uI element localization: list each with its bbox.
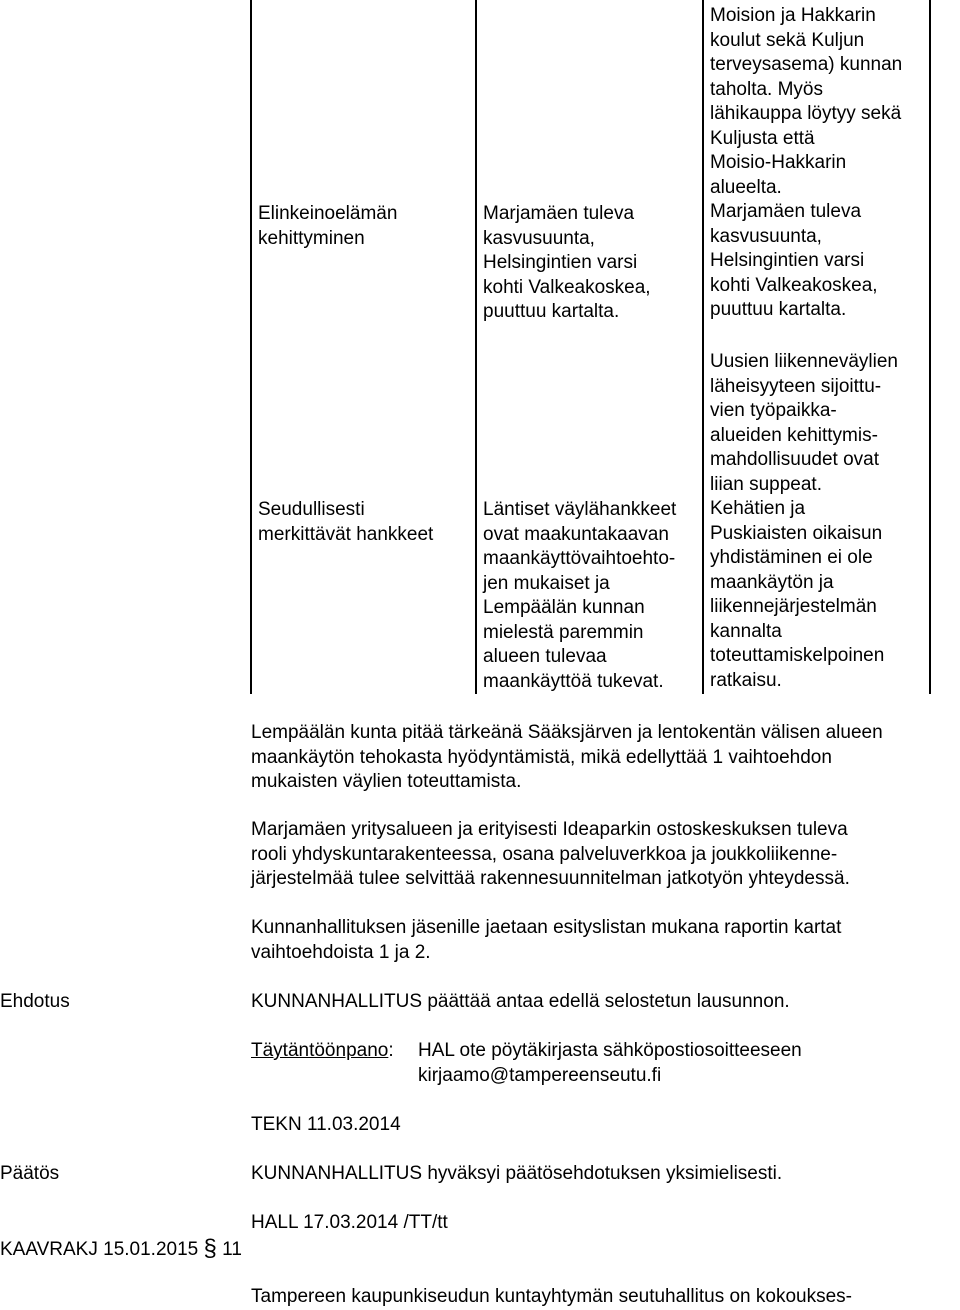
row2-col3: Uusien liikenneväylien läheisyyteen sijoittu- vien työpaikka- alueiden kehittymis- mahdollisuudet ovat liian suppeat. Kehätien ja Puskiaisten oikaisun yhdistäminen ei ole maankäytön ja liikennejärjestelmän kannalta toteuttamiskelpoinen ratkaisu. xyxy=(710,351,898,691)
proposal-label: Ehdotus xyxy=(0,991,70,1012)
row1-col1: Elinkeinoelämän kehittyminen xyxy=(258,203,398,249)
row1-col3: Moision ja Hakkarin koulut sekä Kuljun terveysasema) kunnan taholta. Myös lähikauppa löytyy sekä Kuljusta että Moisio-Hakkarin alueelta. Marjamäen tuleva kasvusuunta, Helsingintien varsi kohti Valkeakoskea, puuttuu kartalta. xyxy=(710,5,903,320)
paragraph-2: Marjamäen yritysalueen ja erityisesti Ideaparkin ostoskeskuksen tuleva rooli yhdyskuntarakenteessa, osana palveluverkkoa ja joukkoliikenne- järjestelmää tulee selvittää rakennesuunnitelman jatkotyön yhteydessä. xyxy=(251,819,850,889)
table-border-col2 xyxy=(475,0,477,694)
proposal-text: KUNNANHALLITUS päättää antaa edellä selostetun lausunnon. xyxy=(251,991,790,1012)
section-number: 11 xyxy=(222,1239,242,1260)
execution-text-2: kirjaamo@tampereenseutu.fi xyxy=(418,1065,662,1086)
table-border-left xyxy=(250,0,252,694)
kaavrakj-ref-text: KAAVRAKJ 15.01.2015 xyxy=(0,1239,199,1260)
row1-col2: Marjamäen tuleva kasvusuunta, Helsingintien varsi kohti Valkeakoskea, puuttuu kartalta. xyxy=(483,203,651,322)
hall-reference: HALL 17.03.2014 /TT/tt xyxy=(251,1212,448,1233)
row2-col1: Seudullisesti merkittävät hankkeet xyxy=(258,499,434,545)
paragraph-1: Lempäälän kunta pitää tärkeänä Sääksjärven ja lentokentän välisen alueen maankäytön tehokasta hyödyntämistä, mikä edellyttää 1 vaihtoehdon mukaisten väylien toteuttamista. xyxy=(251,722,883,792)
row2-col2: Läntiset väylähankkeet ovat maakuntakaavan maankäyttövaihtoehto- jen mukaiset ja Lempäälän kunnan mielestä paremmin alueen tulevaa maankäyttöä tukevat. xyxy=(483,499,677,692)
decision-label: Päätös xyxy=(0,1163,60,1184)
paragraph-3: Kunnanhallituksen jäsenille jaetaan esityslistan mukana raportin kartat vaihtoehdoista 1 ja 2. xyxy=(251,917,842,963)
execution-line xyxy=(251,1039,394,1064)
execution-colon: : xyxy=(388,1040,394,1061)
execution-label: Täytäntöönpano xyxy=(251,1040,389,1061)
table-border-right xyxy=(929,0,931,694)
section-symbol: § xyxy=(203,1235,217,1262)
continuation-line: Tampereen kaupunkiseudun kuntayhtymän seutuhallitus on kokoukses- xyxy=(251,1286,852,1307)
tekn-reference: TEKN 11.03.2014 xyxy=(251,1114,401,1135)
table-border-col3 xyxy=(702,0,704,694)
decision-text: KUNNANHALLITUS hyväksyi päätösehdotuksen yksimielisesti. xyxy=(251,1163,783,1184)
kaavrakj-reference xyxy=(0,1236,242,1263)
execution-text-1: HAL ote pöytäkirjasta sähköpostiosoitteeseen xyxy=(418,1040,802,1061)
